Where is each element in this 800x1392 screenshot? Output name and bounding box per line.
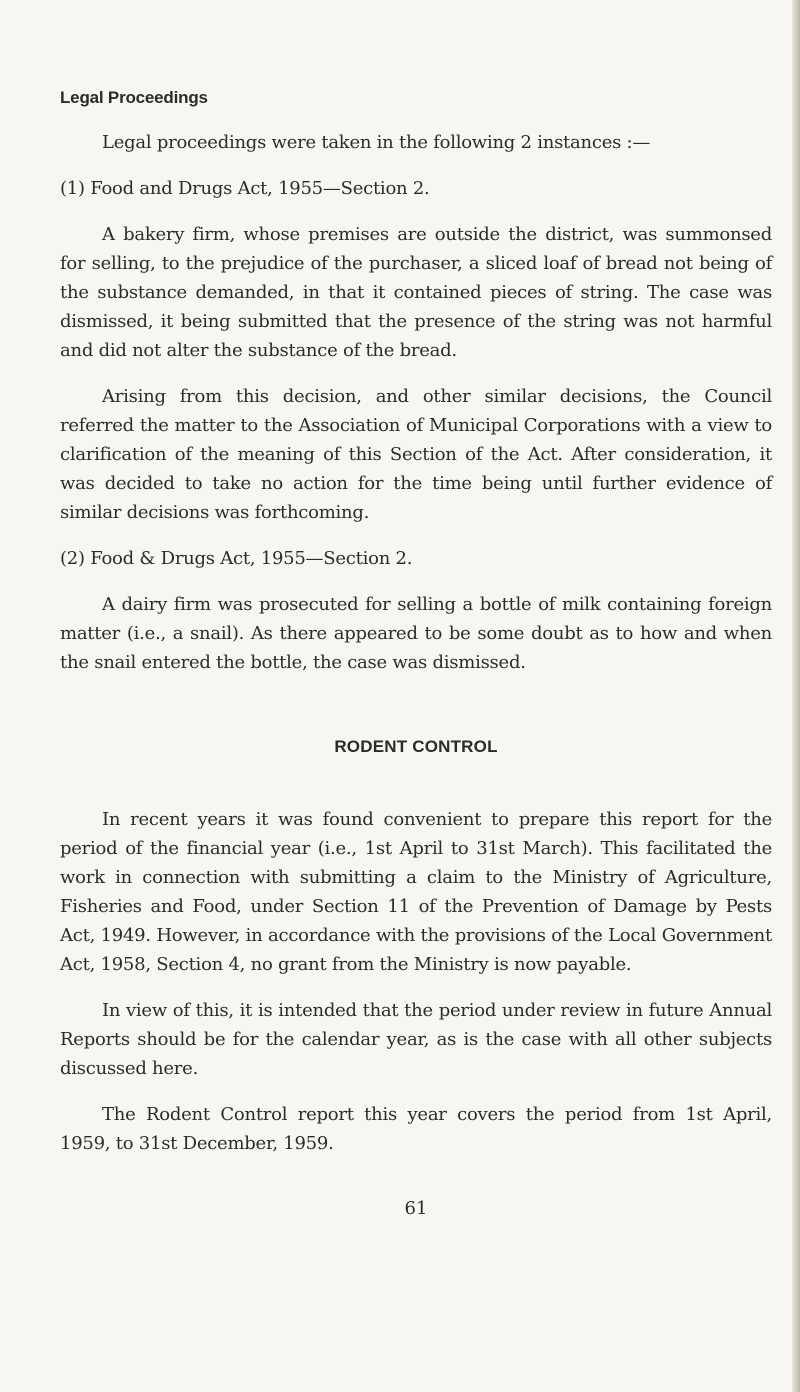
case-1-paragraph-2: Arising from this decision, and other similar decisions, the Council referred the matter to the Association of Municipal Corporations with a view to clarification of the meaning of this Section of the Act. After consideration, it was decided to take no action for the time being until further evidence of similar decisions was forthcoming. (60, 386, 772, 523)
case-1-paragraph-1: A bakery firm, whose premises are outside the district, was summonsed for selling, to the prejudice of the purchaser, a sliced loaf of bread not being of the substance demanded, in that it contained pieces of string. The case was dismissed, it being submitted that the presence of the string was not harmful and did not alter the substance of the bread. (60, 224, 772, 361)
page-edge-shadow (792, 0, 800, 1392)
rodent-paragraph-2: In view of this, it is intended that the period under review in future Annual Reports should be for the calendar year, as is the case with all other subjects discussed here. (60, 1000, 772, 1079)
case-2-title: (2) Food & Drugs Act, 1955—Section 2. (60, 548, 413, 569)
case-1-title: (1) Food and Drugs Act, 1955—Section 2. (60, 178, 430, 199)
legal-intro: Legal proceedings were taken in the following 2 instances :— (102, 132, 651, 153)
document-page (60, 88, 772, 1219)
rodent-paragraph-1: In recent years it was found convenient to prepare this report for the period of the financial year (i.e., 1st April to 31st March). This facilitated the work in connection with submitting a claim to the Ministry of Agriculture, Fisheries and Food, under Section 11 of the Prevention of Damage by Pests Act, 1949. However, in accordance with the provisions of the Local Government Act, 1958, Section 4, no grant from the Ministry is now payable. (60, 809, 772, 975)
page-number: 61 (404, 1198, 428, 1219)
legal-proceedings-heading: Legal Proceedings (60, 88, 208, 107)
rodent-paragraph-3: The Rodent Control report this year covers the period from 1st April, 1959, to 31st December, 1959. (60, 1104, 772, 1154)
case-2-paragraph-1: A dairy firm was prosecuted for selling a bottle of milk containing foreign matter (i.e., a snail). As there appeared to be some doubt as to how and when the snail entered the bottle, the case was dismissed. (60, 594, 772, 673)
rodent-control-heading: RODENT CONTROL (334, 737, 498, 756)
